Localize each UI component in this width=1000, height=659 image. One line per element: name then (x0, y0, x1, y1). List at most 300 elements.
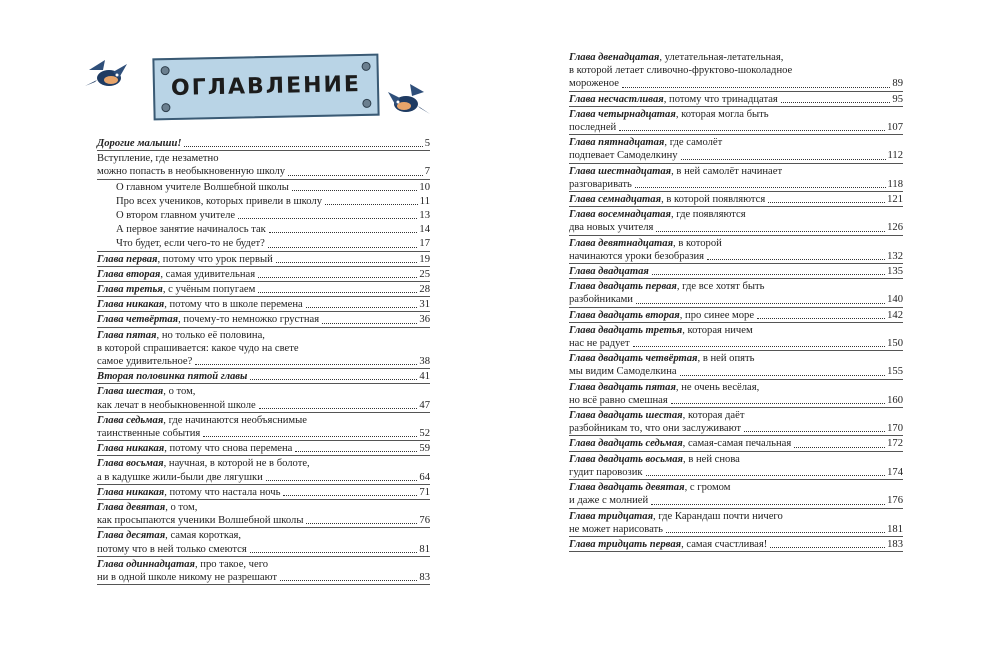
chapter-name: Глава двадцать девятая (569, 482, 685, 494)
toc-entry-line (97, 209, 430, 222)
toc-entry-line (97, 152, 430, 165)
toc-entry-line (97, 283, 430, 296)
chapter-description: а в кадушке жили-были две лягушки (97, 471, 263, 483)
chapter-name: Глава никакая (97, 443, 165, 455)
dot-leader (671, 403, 885, 404)
chapter-description: , где начинаются необъяснимые (163, 414, 307, 426)
toc-entry-line (97, 543, 430, 556)
chapter-description: Вступление, где незаметно (97, 153, 219, 165)
chapter-name: Глава двадцать восьмая (569, 453, 684, 465)
chapter-name: Глава пятнадцатая (569, 137, 665, 149)
toc-entry-line (569, 453, 903, 466)
toc-entry[interactable] (97, 267, 430, 282)
dot-leader (258, 277, 417, 278)
chapter-name: Глава третья (97, 284, 163, 296)
toc-entry[interactable] (97, 413, 430, 441)
dot-leader (306, 523, 417, 524)
toc-entry-text (569, 165, 782, 178)
chapter-description: Что будет, если чего-то не будет? (116, 238, 265, 250)
toc-entry-line (569, 309, 903, 322)
toc-entry[interactable] (569, 452, 903, 480)
dot-leader (268, 247, 418, 248)
page-number: 71 (419, 486, 430, 498)
chapter-description: , но только её половина, (156, 329, 265, 341)
toc-entry-line (569, 437, 903, 450)
chapter-name: Дорогие малыши! (97, 138, 182, 149)
dot-leader (259, 408, 418, 409)
dot-leader (250, 552, 418, 553)
toc-entry-text (569, 394, 668, 407)
toc-entry-line (97, 501, 430, 514)
toc-entry-line (97, 385, 430, 398)
chapter-name: Вторая половинка пятой главы (97, 371, 248, 383)
toc-entry-text (97, 253, 273, 266)
toc-entry[interactable] (97, 282, 430, 297)
chapter-description: , самая счастливая! (681, 538, 768, 550)
dot-leader (633, 346, 885, 347)
toc-entry[interactable] (97, 456, 430, 484)
toc-entry-text (116, 223, 266, 236)
dot-leader (680, 375, 886, 376)
dot-leader (280, 580, 417, 581)
toc-entry[interactable] (97, 180, 430, 194)
chapter-description: , почему-то немножко грустная (178, 314, 320, 326)
toc-entry-line (97, 471, 430, 484)
toc-entry-text (97, 370, 247, 383)
page-number: 52 (419, 428, 430, 440)
toc-entry-line (569, 165, 903, 178)
toc-entry-text (569, 77, 619, 90)
page-number: 172 (887, 438, 903, 450)
dot-leader (768, 202, 885, 203)
toc-entry-line (569, 108, 903, 121)
toc-entry-line (97, 529, 430, 542)
toc-entry[interactable] (569, 380, 903, 408)
page-number: 170 (887, 423, 903, 435)
toc-entry-text (97, 152, 219, 165)
page-number: 140 (887, 294, 903, 306)
toc-entry[interactable] (97, 297, 430, 312)
toc-entry-text (569, 309, 754, 322)
toc-entry[interactable] (569, 480, 903, 508)
dot-leader (707, 259, 885, 260)
chapter-description: разбойникам то, что они заслуживают (569, 423, 742, 435)
toc-entry-line (97, 355, 430, 368)
dot-leader (652, 274, 885, 275)
page-number: 183 (887, 538, 903, 550)
chapter-description: как лечат в необыкновенной школе (97, 399, 256, 411)
toc-entry[interactable] (97, 222, 430, 236)
page-number: 64 (419, 471, 430, 483)
page-number: 181 (887, 523, 903, 535)
chapter-description: , с учёным попугаем (162, 284, 256, 296)
chapter-name: Глава двадцать первая (569, 281, 677, 293)
page-number: 150 (887, 338, 903, 350)
chapter-name: Глава девятнадцатая (569, 237, 674, 249)
dot-leader (276, 262, 418, 263)
chapter-name: Глава тридцатая (569, 510, 654, 522)
toc-entry-text (97, 514, 303, 527)
chapter-description: , потому что тринадцатая (663, 93, 778, 105)
toc-entry-line (569, 466, 903, 479)
toc-entry-text (97, 137, 181, 150)
chapter-description: , где Карандаш почти ничего (653, 510, 783, 522)
toc-entry-text (97, 501, 197, 514)
page-number: 132 (887, 250, 903, 262)
toc-entry-text (569, 324, 753, 337)
chapter-description: , самая короткая, (165, 530, 242, 542)
toc-entry[interactable] (97, 236, 430, 251)
toc-entry[interactable] (569, 192, 903, 207)
chapter-description: , в ней опять (697, 353, 755, 365)
chapter-description: , с громом (684, 482, 731, 494)
toc-entry-line (569, 121, 903, 134)
toc-entry-line (569, 280, 903, 293)
toc-entry[interactable] (569, 436, 903, 451)
page-number: 13 (419, 210, 430, 222)
chapter-description: мы видим Самоделкина (569, 366, 677, 378)
toc-entry-text (97, 571, 277, 584)
chapter-description: , улетательная-летательная, (659, 52, 784, 63)
toc-entry-line (569, 337, 903, 350)
toc-entry[interactable] (569, 50, 903, 92)
dot-leader (184, 146, 422, 147)
toc-entry[interactable] (97, 441, 430, 456)
dot-leader (744, 431, 885, 432)
toc-entry-line (97, 195, 430, 208)
chapter-description: , самая удивительная (160, 268, 256, 280)
toc-entry-text (97, 486, 280, 499)
chapter-description: ни в одной школе никому не разрешают (97, 572, 278, 584)
chapter-description: , про синее море (679, 309, 755, 321)
dot-leader (646, 475, 886, 476)
toc-entry[interactable] (97, 151, 430, 179)
toc-entry-text (116, 195, 322, 208)
toc-entry-text (569, 93, 778, 106)
chapter-name: Глава двадцать третья (569, 324, 683, 336)
dot-leader (292, 190, 418, 191)
toc-entry-text (97, 268, 255, 281)
toc-entry-text (569, 494, 648, 507)
chapter-name: Глава несчастливая (569, 93, 664, 105)
chapter-description: таинственные события (97, 428, 201, 440)
toc-entry-text (569, 280, 765, 293)
dot-leader (656, 231, 885, 232)
toc-entry-line (569, 64, 903, 77)
dot-leader (757, 318, 885, 319)
toc-entry-line (569, 208, 903, 221)
toc-entry-text (569, 437, 791, 450)
toc-entry[interactable] (569, 408, 903, 436)
toc-entry-line (97, 268, 430, 281)
toc-entry-text (569, 250, 704, 263)
swallow-bird-right-icon (384, 82, 432, 122)
toc-entry-text (97, 298, 303, 311)
chapter-description: и даже с молнией (569, 495, 649, 507)
page-number: 31 (419, 299, 430, 311)
toc-entry[interactable] (569, 164, 903, 192)
chapter-description: , про такое, чего (194, 558, 269, 570)
dot-leader (651, 504, 885, 505)
toc-entry[interactable] (97, 252, 430, 267)
chapter-name: Глава двадцать шестая (569, 410, 683, 422)
toc-entry-text (569, 136, 722, 149)
dot-leader (288, 175, 423, 176)
page-number: 10 (419, 181, 430, 193)
dot-leader (636, 303, 885, 304)
page-number: 118 (887, 178, 903, 190)
toc-entry-text (569, 481, 730, 494)
page-number: 41 (419, 371, 430, 383)
chapter-description: в которой спрашивается: какое чудо на свете (97, 342, 299, 354)
toc-entry-line (97, 223, 430, 236)
toc-entry-text (569, 208, 746, 221)
toc-entry-line (569, 324, 903, 337)
dot-leader (781, 102, 891, 103)
toc-entry[interactable] (97, 384, 430, 412)
page-number: 112 (887, 150, 903, 162)
toc-entry-text (569, 352, 754, 365)
toc-entry-line (569, 409, 903, 422)
toc-entry-line (569, 381, 903, 394)
toc-entry-text (97, 471, 263, 484)
chapter-description: в которой летает сливочно-фруктово-шоколадное (569, 65, 793, 77)
dot-leader (250, 379, 417, 380)
toc-entry[interactable] (97, 312, 430, 327)
chapter-description: но всё равно смешная (569, 394, 668, 406)
toc-entry-text (569, 538, 767, 551)
dot-leader (238, 218, 417, 219)
chapter-description: , в ней самолёт начинает (671, 165, 783, 177)
toc-entry-text (97, 558, 268, 571)
toc-entry-line (569, 293, 903, 306)
toc-entry-text (97, 529, 241, 542)
dot-leader (322, 323, 417, 324)
toc-entry[interactable] (569, 509, 903, 537)
page-number: 59 (419, 443, 430, 455)
toc-entry-text (569, 422, 741, 435)
toc-entry-line (569, 422, 903, 435)
chapter-description: как просыпаются ученики Волшебной школы (97, 515, 304, 527)
toc-entry[interactable] (569, 351, 903, 379)
toc-entry[interactable] (97, 528, 430, 556)
chapter-description: не может нарисовать (569, 523, 664, 535)
dot-leader (306, 307, 418, 308)
toc-entry-line (569, 523, 903, 536)
chapter-description: , потому что урок первый (157, 253, 273, 265)
chapter-description: , где появляются (670, 209, 746, 221)
page-number: 25 (419, 268, 430, 280)
toc-entry-text (97, 543, 247, 556)
page-number: 17 (419, 238, 430, 250)
toc-entry-line (569, 93, 903, 106)
toc-entry[interactable] (97, 557, 430, 585)
toc-entry-text (569, 365, 677, 378)
page-number: 28 (419, 284, 430, 296)
page-number: 47 (419, 399, 430, 411)
toc-entry-line (569, 136, 903, 149)
chapter-description: , потому что снова перемена (164, 443, 293, 455)
page-number: 160 (887, 394, 903, 406)
dot-leader (681, 159, 886, 160)
chapter-name: Глава четырнадцатая (569, 108, 676, 120)
toc-entry-text (97, 457, 310, 470)
chapter-description: нас не радует (569, 338, 630, 350)
toc-entry-line (97, 313, 430, 326)
toc-entry-text (569, 337, 630, 350)
dot-leader (269, 232, 418, 233)
toc-entry-text (97, 427, 200, 440)
toc-entry-line (569, 538, 903, 551)
toc-list-left (97, 136, 430, 585)
toc-entry-text (116, 181, 289, 194)
toc-entry[interactable] (569, 236, 903, 264)
toc-entry-line (97, 558, 430, 571)
dot-leader (770, 547, 885, 548)
toc-entry-text (97, 165, 285, 178)
dot-leader (203, 436, 417, 437)
page-number: 126 (887, 222, 903, 234)
dot-leader (325, 204, 418, 205)
toc-entry-text (569, 293, 633, 306)
dot-leader (266, 480, 418, 481)
toc-entry-text (569, 193, 765, 206)
page-number: 11 (419, 195, 430, 207)
chapter-name: Глава никакая (97, 299, 165, 311)
chapter-name: Глава шестая (97, 386, 164, 398)
toc-entry-text (569, 409, 744, 422)
toc-entry[interactable] (569, 135, 903, 163)
toc-entry-line (97, 399, 430, 412)
chapter-description: подпевает Самоделкину (569, 150, 678, 162)
toc-entry-line (569, 265, 903, 278)
toc-entry-text (569, 453, 740, 466)
toc-entry-line (569, 365, 903, 378)
dot-leader (794, 447, 885, 448)
chapter-description: , где самолёт (664, 137, 723, 149)
chapter-name: Глава вторая (97, 268, 161, 280)
toc-entry[interactable] (97, 369, 430, 384)
toc-entry-line (569, 51, 903, 64)
dot-leader (295, 451, 417, 452)
chapter-name: Глава пятая (97, 329, 157, 341)
toc-entry-text (569, 51, 783, 64)
toc-entry-text (569, 178, 632, 191)
dot-leader (635, 187, 886, 188)
toc-entry[interactable] (569, 207, 903, 235)
toc-entry[interactable] (97, 208, 430, 222)
page-number: 83 (419, 572, 430, 584)
toc-entry[interactable] (97, 328, 430, 370)
dot-leader (258, 292, 417, 293)
page-number: 121 (887, 194, 903, 206)
chapter-description: , о том, (165, 502, 198, 514)
toc-entry-text (569, 523, 663, 536)
page-number: 155 (887, 366, 903, 378)
toc-entry-text (97, 399, 256, 412)
toc-entry-line (97, 237, 430, 250)
dot-leader (619, 130, 885, 131)
chapter-description: , в которой появляются (661, 194, 766, 206)
chapter-description: , в которой (673, 237, 722, 249)
toc-entry-text (97, 385, 195, 398)
toc-entry-line (97, 253, 430, 266)
chapter-description: О втором главном учителе (116, 210, 236, 222)
chapter-name: Глава четвёртая (97, 314, 179, 326)
toc-entry-text (569, 381, 759, 394)
chapter-name: Глава восьмая (97, 458, 164, 470)
chapter-description: последней (569, 122, 617, 134)
toc-entry-line (569, 510, 903, 523)
chapter-description: , в ней снова (683, 453, 740, 465)
dot-leader (666, 532, 885, 533)
toc-entry-line (97, 370, 430, 383)
toc-entry-line (569, 394, 903, 407)
chapter-name: Глава двадцать пятая (569, 381, 676, 393)
page-number: 174 (887, 466, 903, 478)
toc-entry-text (569, 466, 643, 479)
toc-entry[interactable] (569, 323, 903, 351)
toc-entry-text (569, 221, 653, 234)
chapter-description: два новых учителя (569, 222, 654, 234)
toc-entry[interactable] (569, 279, 903, 307)
toc-entry-line (97, 298, 430, 311)
page-number: 135 (887, 266, 903, 278)
toc-entry[interactable] (97, 485, 430, 500)
toc-entry[interactable] (569, 537, 903, 552)
toc-entry-text (569, 265, 649, 278)
toc-entry[interactable] (97, 194, 430, 208)
chapter-name: Глава тридцать первая (569, 538, 682, 550)
toc-entry-text (116, 237, 265, 250)
toc-entry[interactable] (569, 264, 903, 279)
chapter-description: самое удивительное? (97, 356, 193, 368)
toc-entry-text (569, 108, 769, 121)
toc-entry-line (97, 427, 430, 440)
page-number: 107 (887, 122, 903, 134)
toc-entry[interactable] (569, 308, 903, 323)
toc-entry[interactable] (569, 92, 903, 107)
chapter-name: Глава семнадцатая (569, 194, 662, 206)
chapter-name: Глава двадцатая (569, 266, 649, 278)
page-number: 95 (892, 93, 903, 105)
toc-entry-text (97, 355, 192, 368)
chapter-name: Глава двадцать седьмая (569, 438, 683, 450)
toc-entry-line (97, 514, 430, 527)
chapter-name: Глава первая (97, 253, 158, 265)
toc-entry[interactable] (97, 136, 430, 151)
toc-entry-text (97, 442, 292, 455)
toc-entry-line (97, 442, 430, 455)
chapter-description: А первое занятие начиналось так (116, 224, 266, 236)
page-number: 81 (419, 543, 430, 555)
toc-entry-line (97, 457, 430, 470)
toc-entry-line (569, 77, 903, 90)
toc-entry-line (569, 221, 903, 234)
chapter-description: , потому что настала ночь (164, 486, 281, 498)
chapter-name: Глава девятая (97, 502, 166, 514)
title-banner (152, 54, 379, 121)
chapter-description: , которая даёт (682, 410, 745, 422)
chapter-description: О главном учителе Волшебной школы (116, 181, 289, 193)
toc-entry-line (97, 571, 430, 584)
toc-entry-line (97, 137, 430, 150)
toc-entry-text (569, 121, 616, 134)
toc-entry[interactable] (97, 500, 430, 528)
chapter-name: Глава никакая (97, 486, 165, 498)
toc-entry[interactable] (569, 107, 903, 135)
toc-entry-line (569, 149, 903, 162)
